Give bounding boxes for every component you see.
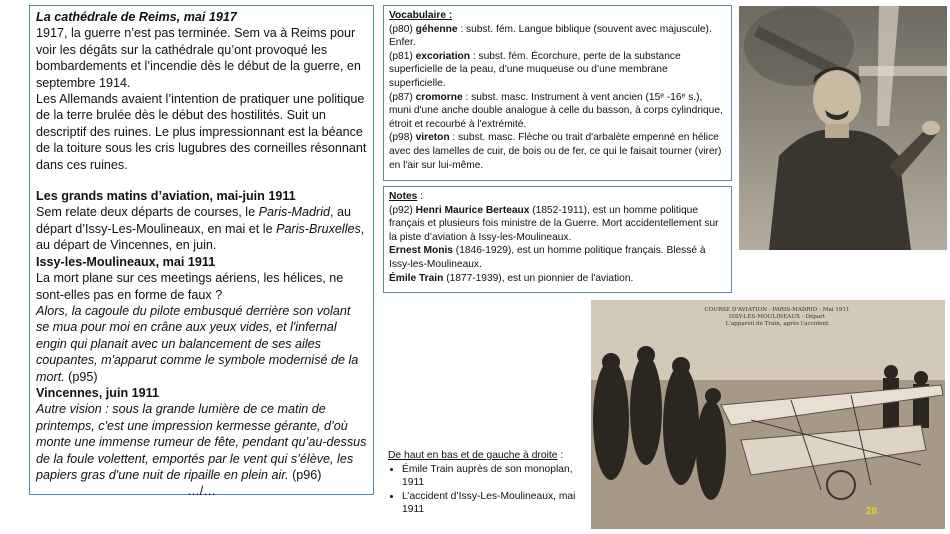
race-name: Paris-Madrid <box>258 205 331 220</box>
vocabulary-heading: Vocabulaire : <box>389 10 453 21</box>
note-text: (1846-1929), est un homme politique français. Blessé à Issy-les-Moulineaux. <box>389 245 706 270</box>
main-text-box <box>29 5 374 499</box>
vocab-word: géhenne <box>415 23 458 35</box>
postcard-line: ISSY-LES-MOULINEAUX - Départ <box>728 314 826 320</box>
text: Sem relate deux départs de courses, le <box>36 205 259 220</box>
text: , au départ de Vincennes, en juin. <box>36 221 365 253</box>
quote <box>36 401 367 483</box>
note-text: (1852-1911), est un homme politique français et plusieurs fois ministre de la Guerre. Mort accidentellement sur la piste d’aviation à Issy-les-Moulineaux. <box>389 204 719 243</box>
text: , au départ d’Issy-Les-Moulineaux, en mai et le <box>36 205 352 236</box>
section-title-reims: La cathédrale de Reims, mai 1917 <box>36 10 237 24</box>
note-item <box>389 204 726 245</box>
quote <box>36 303 367 385</box>
vocab-word: excoriation <box>415 50 470 62</box>
section-title-issy: Issy-les-Moulineaux, mai 1911 <box>36 254 216 269</box>
vocab-word: cromorne <box>415 91 463 103</box>
note-item <box>389 244 726 271</box>
emile-train-photo <box>739 6 947 250</box>
notes-box <box>383 186 732 293</box>
note-name: Émile Train <box>389 272 444 284</box>
crash-photo <box>591 300 945 529</box>
caption-item: • L’accident d’Issy-Les-Moulineaux, mai 1911 <box>402 490 588 517</box>
caption-item: • Émile Train auprès de son monoplan, 1911 <box>402 463 588 490</box>
page-ref: (p98) <box>389 132 416 144</box>
caption-heading <box>388 449 588 463</box>
vocab-definition: : subst. masc. Instrument à vent ancien (15ᵉ -16ᵉ s.), muni d'une anche double analogue à celle du basson, à corps cylindrique, étroit et recourbé à l'extrémité. <box>389 91 723 130</box>
postcard-line: COURSE D'AVIATION - PARIS-MADRID - Mai 1911 <box>704 307 850 313</box>
quote-text: Autre vision : sous la grande lumière de ce matin de printemps, c'est une impression kermesse gérante, d’où monte une immense rumeur de fête, pendant qu’au-dessus de la foule volettent, emportés par le vent qui s’élève, les papiers gras d'une nuit de ripaille en plein air. <box>36 402 367 482</box>
paragraph: La mort plane sur ces meetings aériens, les hélices, ne sont-elles pas en forme de faux ? <box>36 271 344 302</box>
vocab-item <box>389 131 726 172</box>
vocab-definition: : subst. masc. Flèche ou trait d'arbalète empenné en hélice avec des lamelles de cuir, de bois ou de fer, ce qui le faisait tourner (virer) en l'air sur lui-même. <box>389 132 722 171</box>
postcard-line: L'appareil de Train, après l'accident <box>725 321 829 327</box>
paragraph: 1917, la guerre n’est pas terminée. Sem va à Reims pour voir les dégâts sur la cathédrale qu’ont provoqué les bombardements et l’incendie dès le début de la guerre, en septembre 1914. <box>36 26 361 90</box>
race-name: Paris-Bruxelles <box>276 221 361 236</box>
vocab-item <box>389 50 726 91</box>
crash-photo-drawing <box>591 300 945 529</box>
page-ref: (p81) <box>389 50 416 62</box>
section-title-vincennes: Vincennes, juin 1911 <box>36 385 159 400</box>
vocab-definition: : subst. fém. Écorchure, perte de la substance superficielle de la peau, d’une muqueuse ou d’une membrane superficielle. <box>389 50 681 89</box>
page-ref: (p96) <box>288 467 322 482</box>
section-title-aviation: Les grands matins d’aviation, mai-juin 1911 <box>36 189 296 204</box>
note-text: (1877-1939), est un pionnier de l'aviation. <box>443 272 634 284</box>
vocab-word: vireton <box>415 132 450 144</box>
ellipsis: …/… <box>187 484 216 499</box>
vocab-item <box>389 23 726 50</box>
page-ref: (p80) <box>389 23 416 35</box>
vocabulary-box <box>383 5 732 181</box>
note-item <box>389 272 726 286</box>
note-name: Henri Maurice Berteaux <box>415 204 530 216</box>
vocab-definition: : subst. fém. Langue biblique (souvent avec majuscule). Enfer. <box>389 23 712 49</box>
notes-heading-colon: : <box>417 191 423 202</box>
notes-heading-text: Notes <box>389 191 418 202</box>
paragraph <box>36 204 367 253</box>
quote-text: Alors, la cagoule du pilote embusqué derrière son volant se mua pour moi en crâne aux yeux vides, et l'infernal engin qui planait avec un balancement de ses ailes coupantes, m'apparut comme le symbole modernisé de la mort. <box>36 303 359 384</box>
paragraph: Les Allemands avaient l’intention de pratiquer une politique de la terre brulée dès le début des hostilités. Suit un descriptif des ruines. Le plus impressionnant est la béance de la toiture sous les cris lugubres des corneilles résonnant dans ces ruines. <box>36 92 367 172</box>
caption-list <box>388 463 588 517</box>
page-ref: (p92) <box>389 204 416 216</box>
photo-postcard-caption <box>677 307 877 328</box>
page-ref: (p95) <box>64 369 98 384</box>
page-ref: (p87) <box>389 91 416 103</box>
note-name: Ernest Monis <box>389 245 453 257</box>
page-number: 28 <box>865 506 877 517</box>
emile-train-photo-drawing <box>739 6 947 250</box>
caption-heading-text: De haut en bas et de gauche à droite <box>388 450 558 461</box>
notes-heading <box>389 190 726 204</box>
photo-caption <box>388 449 588 517</box>
caption-heading-colon: : <box>557 450 564 461</box>
vocab-item <box>389 91 726 132</box>
